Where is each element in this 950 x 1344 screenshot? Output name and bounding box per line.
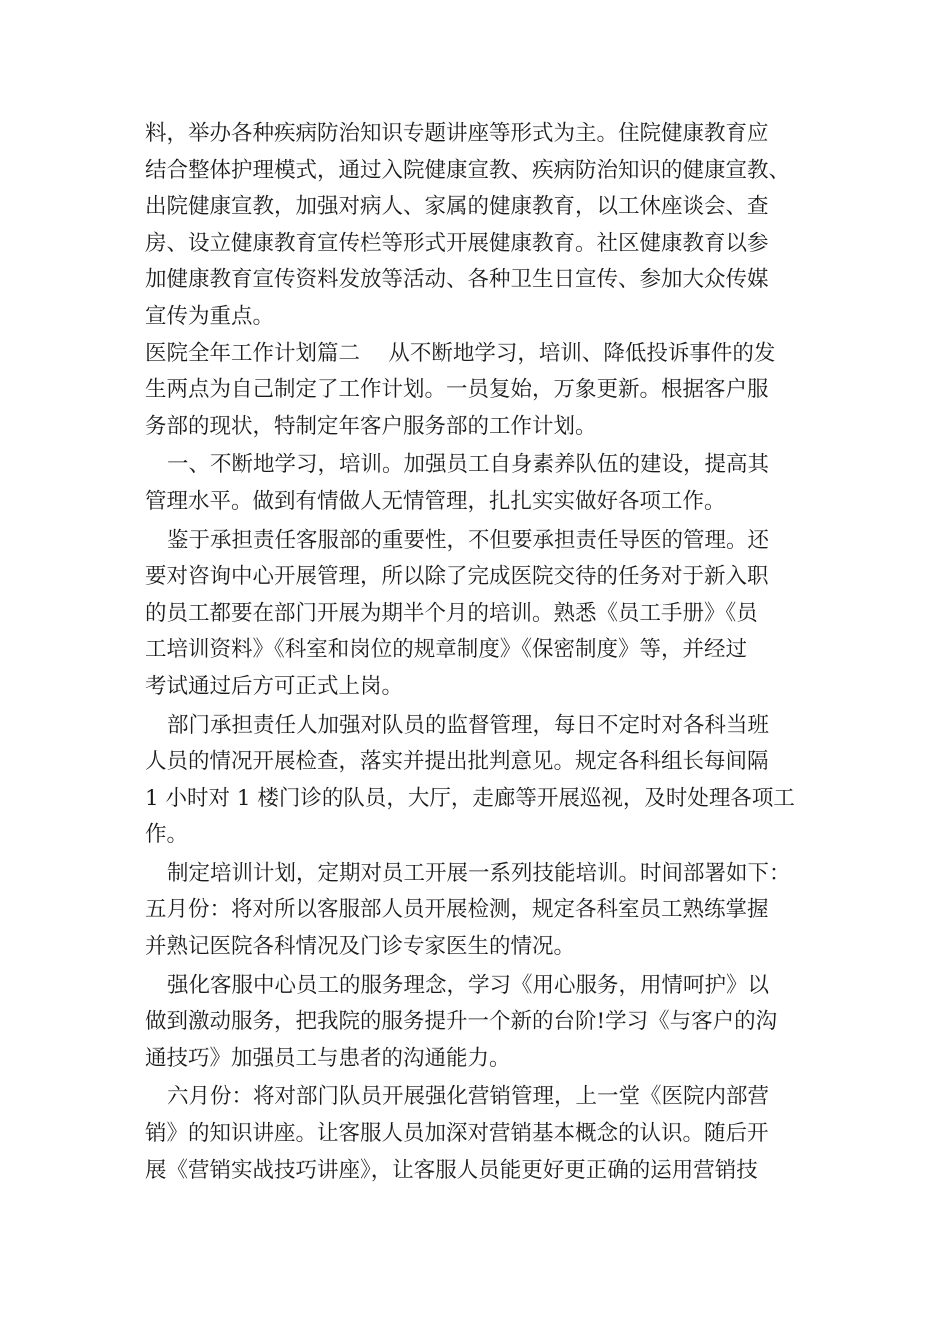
text-line: 工培训资料》《科室和岗位的规章制度》《保密制度》等，并经过 [145, 637, 748, 663]
text-line: 管理水平。做到有情做人无情管理，扎扎实实做好各项工作。 [145, 488, 726, 514]
paragraph-supervision [145, 708, 815, 854]
text-line: 通技巧》加强员工与患者的沟通能力。 [145, 1045, 511, 1071]
text-line: 强化客服中心员工的服务理念，学习《用心服务，用情呵护》以 [167, 972, 770, 998]
text-line: 人员的情况开展检查，落实并提出批判意见。规定各科组长每间隔 [145, 749, 769, 775]
text-line: 房、设立健康教育宣传栏等形式开展健康教育。社区健康教育以参 [145, 230, 769, 256]
text-line: 并熟记医院各科情况及门诊专家医生的情况。 [145, 934, 576, 960]
text-line: 务部的现状，特制定年客户服务部的工作计划。 [145, 413, 597, 439]
text-line: 宣传为重点。 [145, 303, 275, 329]
text-line: 五月份：将对所以客服部人员开展检测，规定各科室员工熟练掌握 [145, 897, 769, 923]
text-line: 销》的知识讲座。让客服人员加深对营销基本概念的认识。随后开 [145, 1121, 769, 1147]
text-line: 结合整体护理模式，通过入院健康宣教、疾病防治知识的健康宣教、 [145, 157, 791, 183]
text-line: 展《营销实战技巧讲座》，让客服人员能更好更正确的运用营销技 [145, 1157, 758, 1183]
text-line: 要对咨询中心开展管理，所以除了完成医院交待的任务对于新入职 [145, 564, 769, 590]
paragraph-marketing-training [145, 1079, 815, 1189]
text-line: 料，举办各种疾病防治知识专题讲座等形式为主。住院健康教育应 [145, 121, 769, 146]
text-line: 出院健康宣教，加强对病人、家属的健康教育，以工休座谈会、查 [145, 194, 769, 220]
paragraph-plan-part-two [145, 336, 815, 446]
document-body [145, 116, 815, 1189]
text-line: 1 小时对 1 楼门诊的队员，大厅，走廊等开展巡视，及时处理各项工 [145, 785, 795, 811]
text-line: 做到激动服务，把我院的服务提升一个新的台阶!学习《与客户的沟 [145, 1009, 778, 1035]
text-line: 六月份：将对部门队员开展强化营销管理，上一堂《医院内部营 [167, 1084, 770, 1110]
section-heading-line: 医院全年工作计划篇二 从不断地学习，培训、降低投诉事件的发 [145, 340, 776, 366]
text-line: 生两点为自己制定了工作计划。一员复始，万象更新。根据客户服 [145, 377, 769, 403]
text-line: 制定培训计划，定期对员工开展一系列技能培训。时间部署如下： [167, 860, 791, 886]
paragraph-new-staff-training [145, 523, 815, 706]
text-line: 作。 [145, 822, 189, 848]
paragraph-training-schedule [145, 856, 815, 966]
text-line: 部门承担责任人加强对队员的监督管理，每日不定时对各科当班 [167, 712, 770, 738]
text-line: 鉴于承担责任客服部的重要性，不但要承担责任导医的管理。还 [167, 527, 770, 553]
text-line: 考试通过后方可正式上岗。 [145, 673, 404, 699]
paragraph-health-education [145, 116, 815, 336]
paragraph-service-concept [145, 968, 815, 1078]
text-line: 一、不断地学习，培训。加强员工自身素养队伍的建设，提高其 [167, 452, 770, 478]
paragraph-learning-training [145, 447, 815, 520]
text-line: 的员工都要在部门开展为期半个月的培训。熟悉《员工手册》《员 [145, 600, 758, 626]
text-line: 加健康教育宣传资料发放等活动、各种卫生日宣传、参加大众传媒 [145, 267, 769, 293]
